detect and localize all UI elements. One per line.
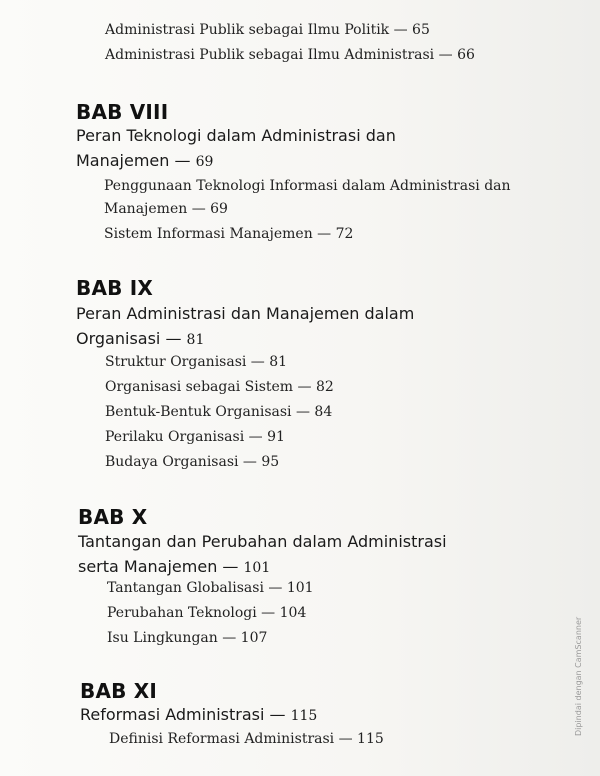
chapter-title-line: Peran Administrasi dan Manajemen dalam [76,304,415,323]
chapter-title [76,301,496,353]
chapter-title-line [76,148,496,175]
chapter-page: 101 [243,560,271,576]
chapter-label: BAB XI [80,679,157,703]
chapter-title-text: Manajemen — [76,151,191,170]
chapter-label: BAB X [78,505,148,529]
chapter-label: BAB VIII [76,100,169,124]
chapter-page: 81 [186,332,205,348]
chapter-page: 69 [195,154,214,170]
toc-entry: Struktur Organisasi — 81 [105,354,288,370]
toc-entry: Penggunaan Teknologi Informasi dalam Administrasi dan [104,178,511,194]
toc-entry: Perilaku Organisasi — 91 [105,429,285,445]
toc-entry: Tantangan Globalisasi — 101 [107,580,314,596]
toc-entry: Organisasi sebagai Sistem — 82 [105,379,334,395]
toc-entry: Administrasi Publik sebagai Ilmu Politik — 65 [105,22,430,38]
chapter-title-line [80,702,500,729]
toc-entry: Manajemen — 69 [104,201,228,217]
scanner-watermark: Dipindai dengan CamScanner [574,616,583,736]
chapter-title [76,123,496,175]
chapter-title-text: Organisasi — [76,329,182,348]
chapter-page: 115 [290,708,318,724]
toc-entry: Isu Lingkungan — 107 [107,630,268,646]
toc-entry: Bentuk-Bentuk Organisasi — 84 [105,404,333,420]
toc-entry: Definisi Reformasi Administrasi — 115 [109,731,384,747]
toc-entry: Sistem Informasi Manajemen — 72 [104,226,354,242]
chapter-title [78,529,498,581]
chapter-title-text: Reformasi Administrasi — [80,705,286,724]
chapter-title-text: serta Manajemen — [78,557,239,576]
toc-entry: Budaya Organisasi — 95 [105,454,280,470]
chapter-title-line: Tantangan dan Perubahan dalam Administrasi [78,532,447,551]
chapter-title-line [76,326,496,353]
chapter-label: BAB IX [76,276,153,300]
toc-entry: Administrasi Publik sebagai Ilmu Administrasi — 66 [105,47,475,63]
toc-entry: Perubahan Teknologi — 104 [107,605,307,621]
chapter-title-line: Peran Teknologi dalam Administrasi dan [76,126,396,145]
chapter-title [80,702,500,729]
